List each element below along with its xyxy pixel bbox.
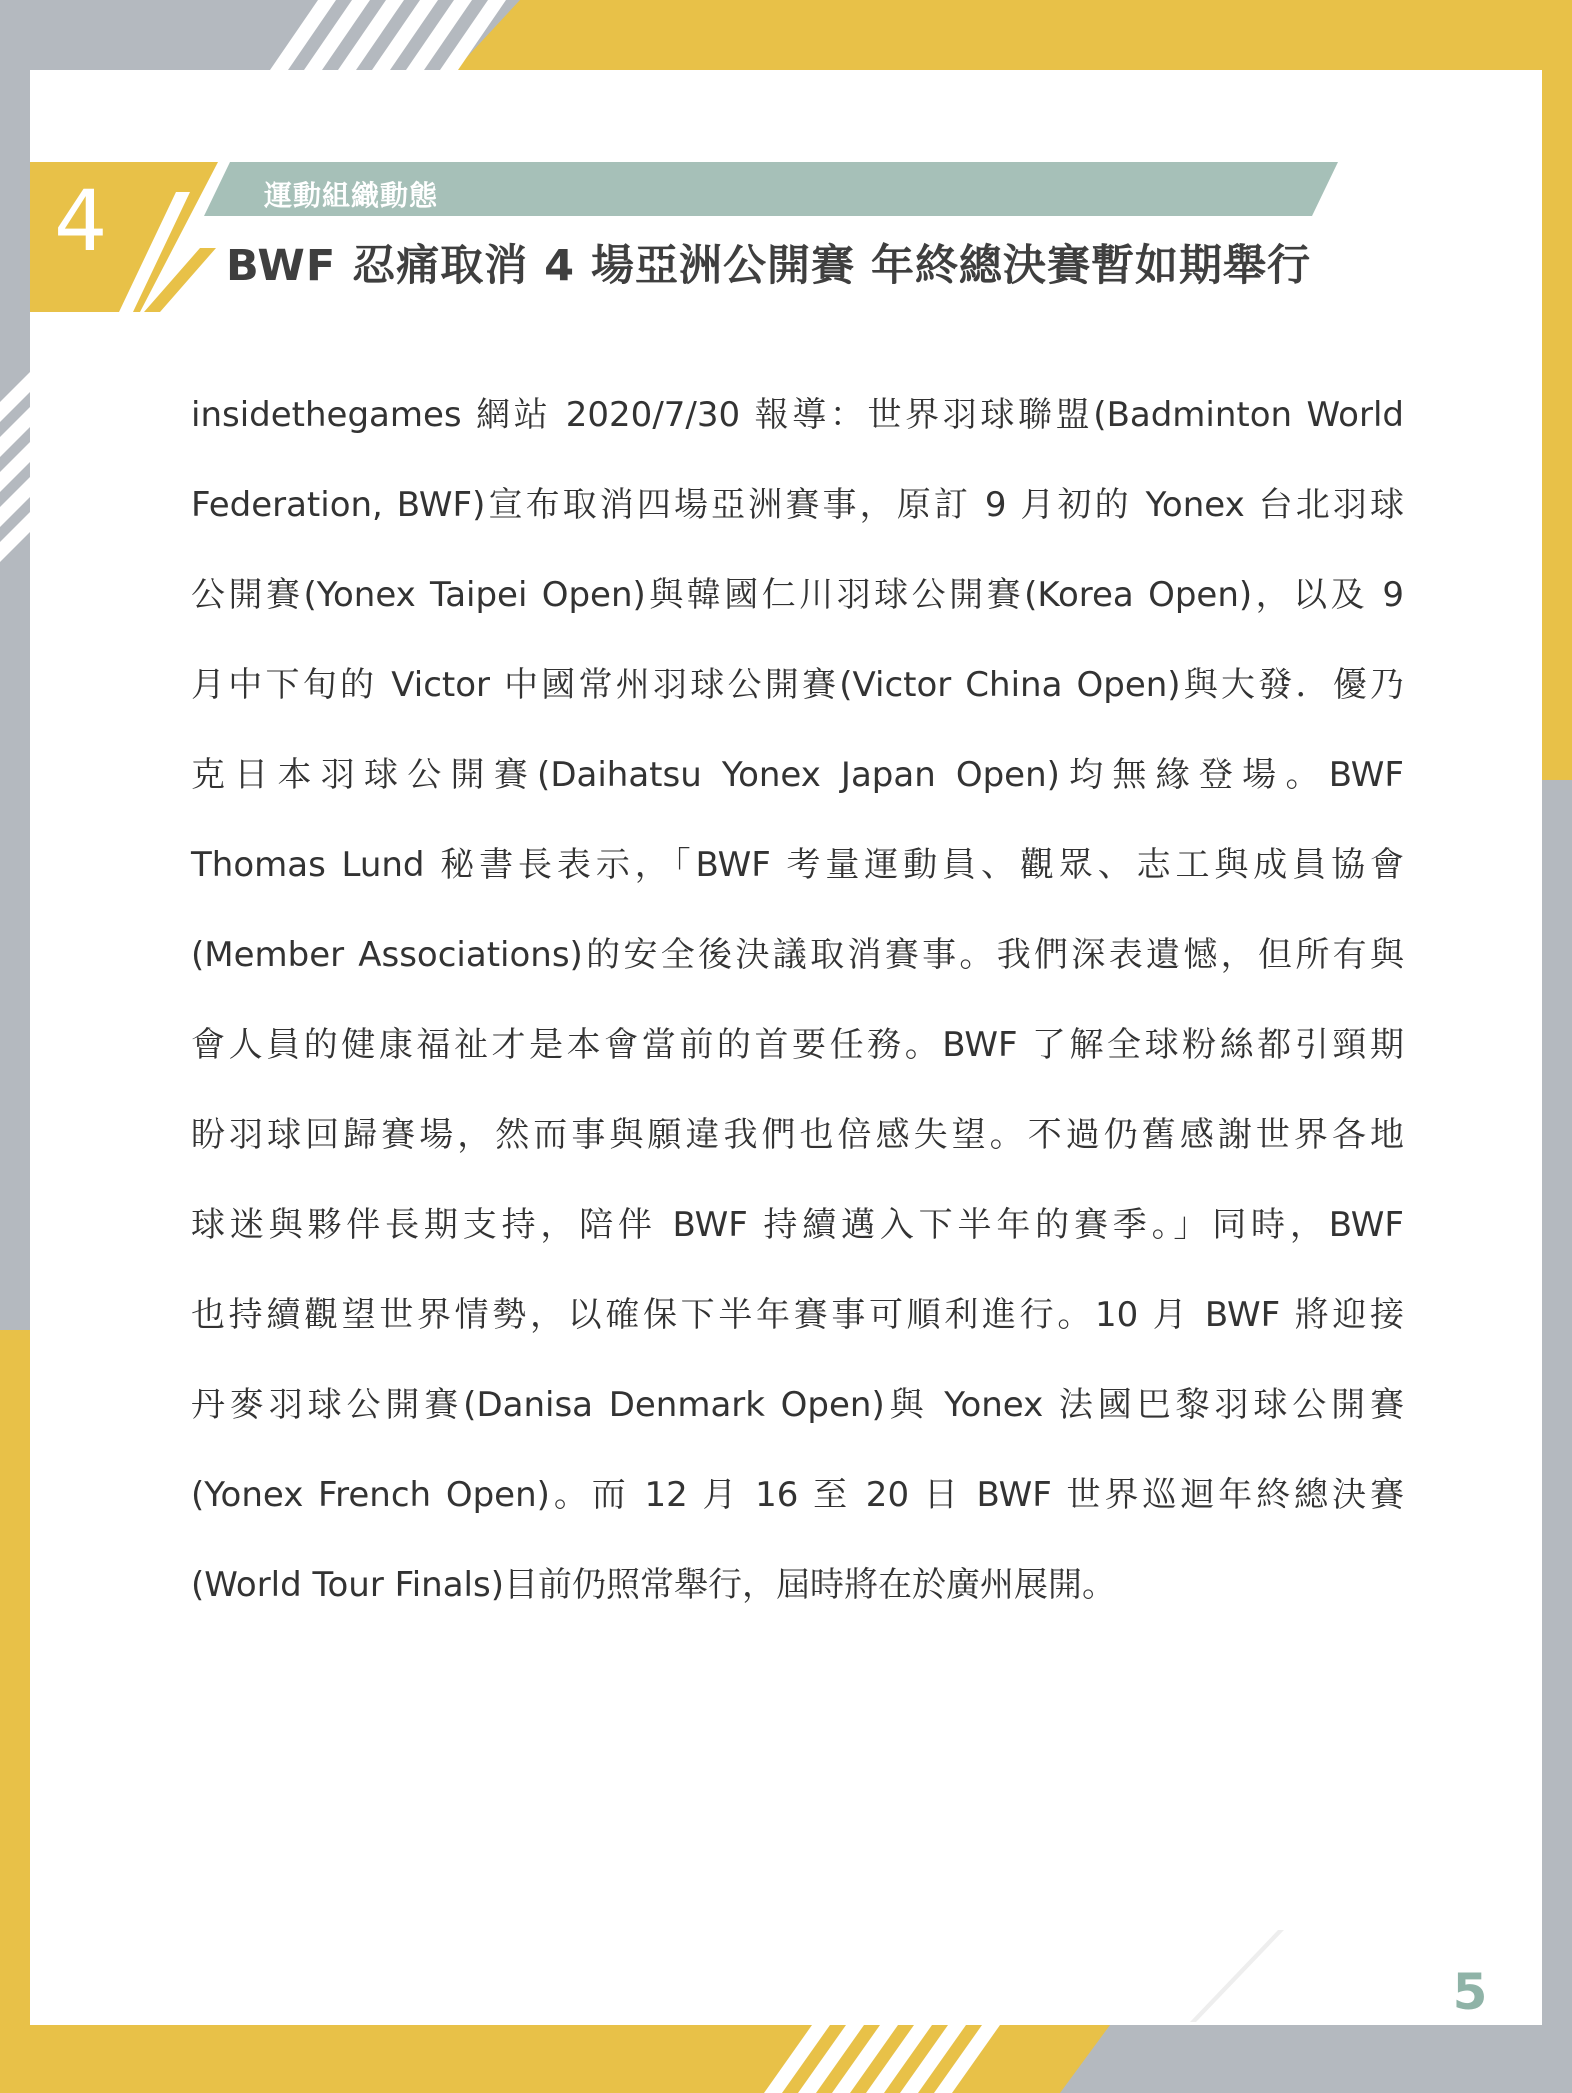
article-line: 月中下旬的 Victor 中國常州羽球公開賽(Victor China Open)與大發．優乃 <box>191 665 1404 705</box>
article-line: Federation, BWF)宣布取消四場亞洲賽事，原訂 9 月初的 Yonex 台北羽球 <box>191 485 1404 525</box>
article-line: 丹麥羽球公開賽(Danisa Denmark Open)與 Yonex 法國巴黎羽球公開賽 <box>191 1385 1404 1425</box>
section-number: 4 <box>54 172 108 270</box>
article-body <box>191 370 1404 1630</box>
faint-bottom-diagonal <box>1190 1930 1284 2022</box>
article-line: 球迷與夥伴長期支持，陪伴 BWF 持續邁入下半年的賽季。」同時，BWF <box>191 1205 1404 1245</box>
category-label: 運動組織動態 <box>264 179 439 212</box>
article-line: 也持續觀望世界情勢，以確保下半年賽事可順利進行。10 月 BWF 將迎接 <box>191 1295 1404 1335</box>
article-line: (World Tour Finals)目前仍照常舉行，屆時將在於廣州展開。 <box>191 1565 1116 1605</box>
article-line: 公開賽(Yonex Taipei Open)與韓國仁川羽球公開賽(Korea Open)，以及 9 <box>191 575 1404 615</box>
article-line: (Yonex French Open)。而 12 月 16 至 20 日 BWF 世界巡迴年終總決賽 <box>191 1475 1404 1515</box>
article-line: 會人員的健康福祉才是本會當前的首要任務。BWF 了解全球粉絲都引頸期 <box>191 1025 1404 1065</box>
article-title: BWF 忍痛取消 4 場亞洲公開賽 年終總決賽暫如期舉行 <box>226 241 1312 291</box>
article-line: 盼羽球回歸賽場，然而事與願違我們也倍感失望。不過仍舊感謝世界各地 <box>191 1115 1404 1155</box>
article-line: 克日本羽球公開賽(Daihatsu Yonex Japan Open)均無緣登場。BWF <box>191 755 1404 795</box>
page-number: 5 <box>1452 1963 1488 2021</box>
article-line: (Member Associations)的安全後決議取消賽事。我們深表遺憾，但所有與 <box>191 935 1404 975</box>
article-line: insidethegames 網站 2020/7/30 報導：世界羽球聯盟(Badminton World <box>191 395 1404 435</box>
article-line: Thomas Lund 秘書長表示，「BWF 考量運動員、觀眾、志工與成員協會 <box>191 845 1404 885</box>
